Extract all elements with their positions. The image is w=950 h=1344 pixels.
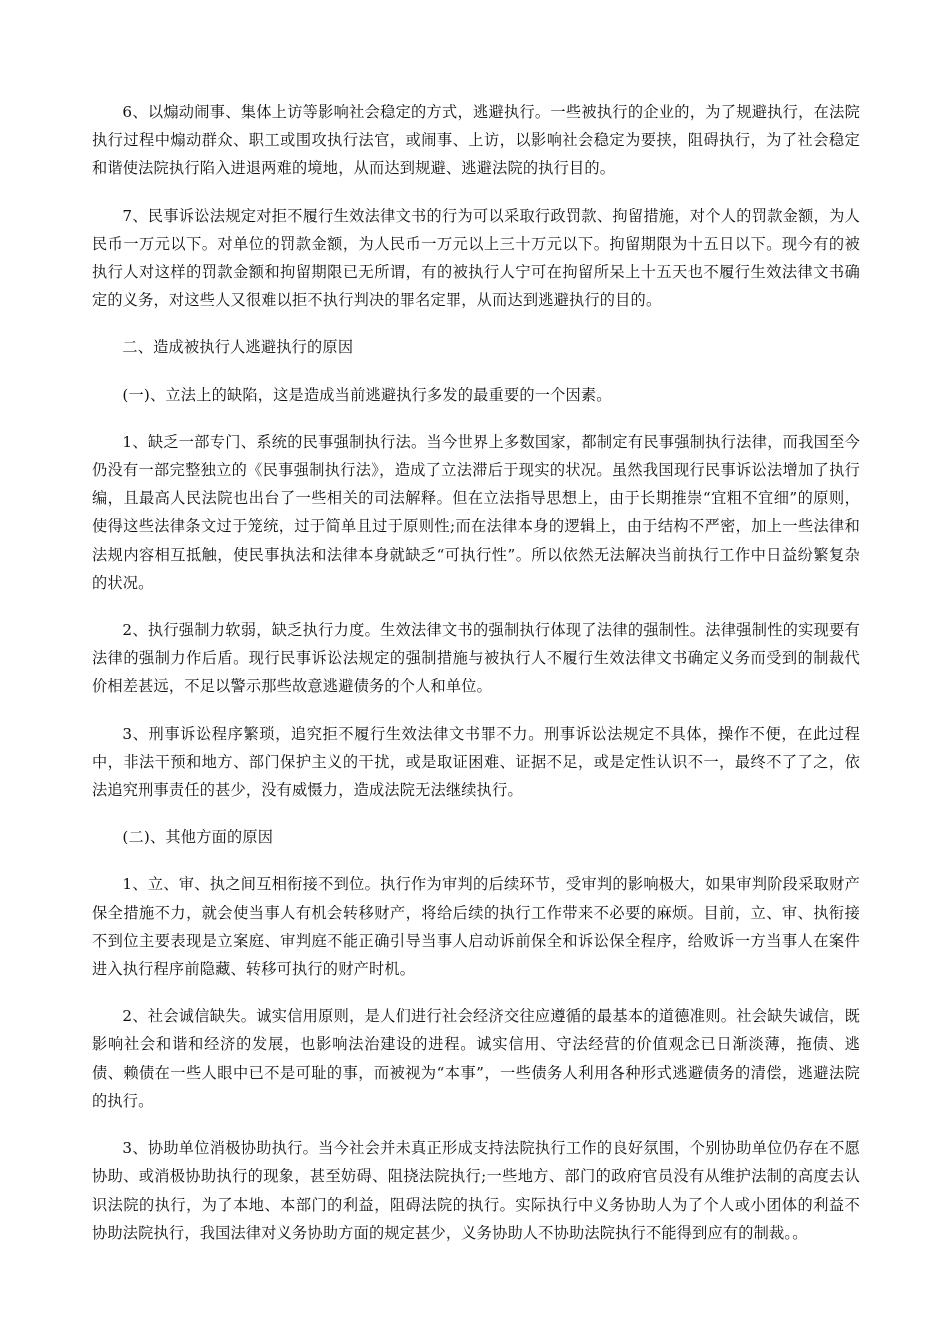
subsection-heading-legislation: (一)、立法上的缺陷，这是造成当前逃避执行多发的最重要的一个因素。 xyxy=(122,385,612,404)
paragraph-other-2: 2、社会诚信缺失。诚实信用原则，是人们进行社会经济交往应遵循的最基本的道德准则。社会缺失诚信，既影响社会和谐和经济的发展，也影响法治建设的进程。诚实信用、守法经营的价值观念已日渐淡薄，拖债、逃债、赖债在一些人眼中已不是可耻的事，而被视为“本事”，一些债务人利用各种形式逃避债务的清偿，逃避法院的执行。 xyxy=(92,1007,860,1110)
paragraph-item-7: 7、民事诉讼法规定对拒不履行生效法律文书的行为可以采取行政罚款、拘留措施，对个人的罚款金额，为人民币一万元以下。对单位的罚款金额，为人民币一万元以上三十万元以下。拘留期限为十五日以下。现今有的被执行人对这样的罚款金额和拘留期限已无所谓，有的被执行人宁可在拘留所呆上十五天也不履行生效法律文书确定的义务，对这些人又很难以拒不执行判决的罪名定罪，从而达到逃避执行的目的。 xyxy=(92,206,860,310)
paragraph-item-6: 6、以煽动闹事、集体上访等影响社会稳定的方式，逃避执行。一些被执行的企业的，为了规避执行，在法院执行过程中煽动群众、职工或围攻执行法官，或闹事、上访，以影响社会稳定为要挟，阻碍执行，为了社会稳定和谐使法院执行陷入进退两难的境地，从而达到规避、逃避法院的执行目的。 xyxy=(92,103,860,178)
paragraph-legislation-2: 2、执行强制力软弱，缺乏执行力度。生效法律文书的强制执行体现了法律的强制性。法律强制性的实现要有法律的强制力作后盾。现行民事诉讼法规定的强制措施与被执行人不履行生效法律文书确定义务而受到的制裁代价相差甚远，不足以警示那些故意逃避债务的个人和单位。 xyxy=(92,621,860,696)
section-heading-causes: 二、造成被执行人逃避执行的原因 xyxy=(122,338,354,357)
document-page xyxy=(92,98,860,1266)
paragraph-legislation-1: 1、缺乏一部专门、系统的民事强制执行法。当今世界上多数国家，都制定有民事强制执行法律，而我国至今仍没有一部完整独立的《民事强制执行法》，造成了立法滞后于现实的状况。虽然我国现行民事诉讼法增加了执行编，且最高人民法院也出台了一些相关的司法解释。但在立法指导思想上，由于长期推崇“宜粗不宜细”的原则，使得这些法律条文过于笼统，过于简单且过于原则性;而在法律本身的逻辑上，由于结构不严密，加上一些法律和法规内容相互抵触，使民事执法和法律本身就缺乏“可执行性”。所以依然无法解决当前执行工作中日益纷繁复杂的状况。 xyxy=(92,432,860,592)
paragraph-legislation-3: 3、刑事诉讼程序繁琐，追究拒不履行生效法律文书罪不力。刑事诉讼法规定不具体，操作不便，在此过程中，非法干预和地方、部门保护主义的干扰，或是取证困难、证据不足，或是定性认识不一，最终不了了之，依法追究刑事责任的甚少，没有威慑力，造成法院无法继续执行。 xyxy=(92,724,860,800)
paragraph-other-3: 3、协助单位消极协助执行。当今社会并未真正形成支持法院执行工作的良好氛围，个别协助单位仍存在不愿协助、或消极协助执行的现象，甚至妨碍、阻挠法院执行;一些地方、部门的政府官员没有从维护法制的高度去认识法院的执行，为了本地、本部门的利益，阻碍法院的执行。实际执行中义务协助人为了个人或小团体的利益不协助法院执行，我国法律对义务协助方面的规定甚少，义务协助人不协助法院执行不能得到应有的制裁。。 xyxy=(92,1139,860,1242)
subsection-heading-other: (二)、其他方面的原因 xyxy=(122,828,274,847)
paragraph-other-1: 1、立、审、执之间互相衔接不到位。执行作为审判的后续环节，受审判的影响极大，如果审判阶段采取财产保全措施不力，就会使当事人有机会转移财产，将给后续的执行工作带来不必要的麻烦。目前，立、审、执衔接不到位主要表现是立案庭、审判庭不能正确引导当事人启动诉前保全和诉讼保全程序，给败诉一方当事人在案件进入执行程序前隐藏、转移可执行的财产时机。 xyxy=(92,875,860,979)
